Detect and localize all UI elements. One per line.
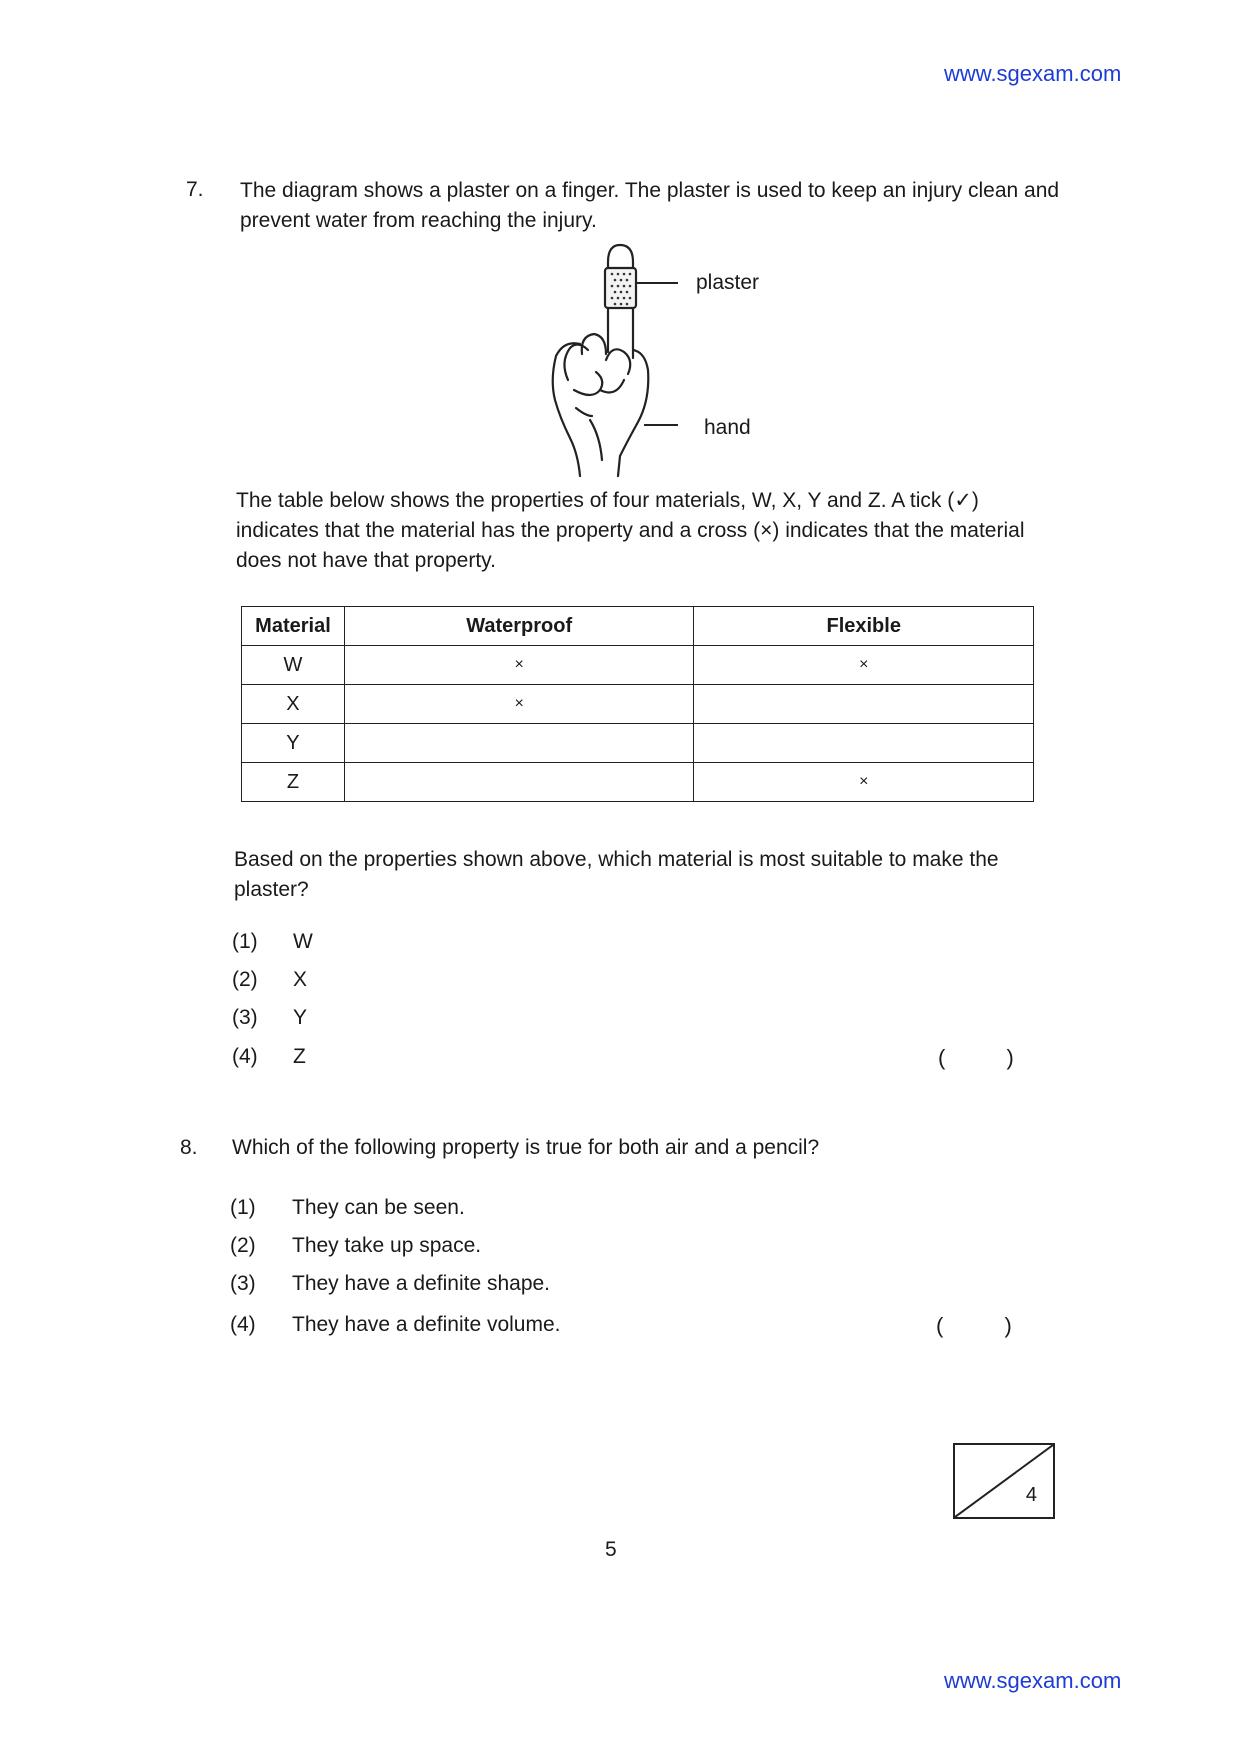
q7-option-text[interactable]: X (293, 968, 308, 991)
flexible-cell: × (694, 646, 1034, 685)
watermark-top: www.sgexam.com (944, 61, 1122, 86)
q8-option-number: (4) (230, 1313, 256, 1336)
table-row (242, 763, 1034, 802)
flexible-cell (694, 724, 1034, 763)
score-box (953, 1443, 1055, 1519)
page-number: 5 (605, 1538, 617, 1561)
score-box-diagonal (955, 1445, 1053, 1517)
q7-table-intro: The table below shows the properties of four materials, W, X, Y and Z. A tick (✓) indicates that the material has the property and a cross (×) indicates that the material does not have that property. (236, 489, 1025, 572)
q7-option-number: (2) (232, 968, 258, 991)
properties-table (241, 606, 1034, 802)
table-row (242, 724, 1034, 763)
q7-option-text[interactable]: W (293, 930, 313, 953)
q7-option-number: (1) (232, 930, 258, 953)
q8-option-text[interactable]: They can be seen. (292, 1196, 465, 1219)
q7-option-text[interactable]: Y (293, 1006, 308, 1029)
waterproof-cell: × (344, 646, 694, 685)
header-material: Material (242, 607, 345, 646)
q8-option-number: (1) (230, 1196, 256, 1219)
header-flexible: Flexible (694, 607, 1034, 646)
flexible-cell (694, 685, 1034, 724)
table-row (242, 685, 1034, 724)
q8-option-text[interactable]: They have a definite shape. (292, 1272, 551, 1295)
material-cell: Z (242, 763, 345, 802)
score-box-value: 4 (1025, 1484, 1037, 1506)
waterproof-cell: × (344, 685, 694, 724)
q8-option-number: (3) (230, 1272, 256, 1295)
q8-option-number: (2) (230, 1234, 256, 1257)
q7-question: Based on the properties shown above, which material is most suitable to make the plaster? (234, 848, 999, 901)
table-header-row (242, 607, 1034, 646)
q8-option-text[interactable]: They take up space. (292, 1234, 482, 1257)
q7-answer-bracket[interactable]: ( ) (938, 1045, 1014, 1070)
material-cell: X (242, 685, 345, 724)
q8-answer-bracket[interactable]: ( ) (936, 1313, 1012, 1338)
label-plaster: plaster (696, 271, 760, 294)
q8-number: 8. (180, 1136, 198, 1159)
q8-question: Which of the following property is true for both air and a pencil? (232, 1136, 820, 1159)
q8-option-text[interactable]: They have a definite volume. (292, 1313, 561, 1336)
watermark-bottom: www.sgexam.com (944, 1668, 1122, 1693)
label-hand: hand (704, 416, 751, 439)
flexible-cell: × (694, 763, 1034, 802)
q7-number: 7. (186, 178, 204, 201)
material-cell: Y (242, 724, 345, 763)
waterproof-cell (344, 724, 694, 763)
material-cell: W (242, 646, 345, 685)
q7-option-text[interactable]: Z (293, 1045, 306, 1068)
q7-intro: The diagram shows a plaster on a finger. The plaster is used to keep an injury clean and prevent water from reaching the injury. (240, 179, 1060, 232)
waterproof-cell (344, 763, 694, 802)
q7-option-number: (4) (232, 1045, 258, 1068)
header-waterproof: Waterproof (344, 607, 694, 646)
q7-option-number: (3) (232, 1006, 258, 1029)
table-row (242, 646, 1034, 685)
